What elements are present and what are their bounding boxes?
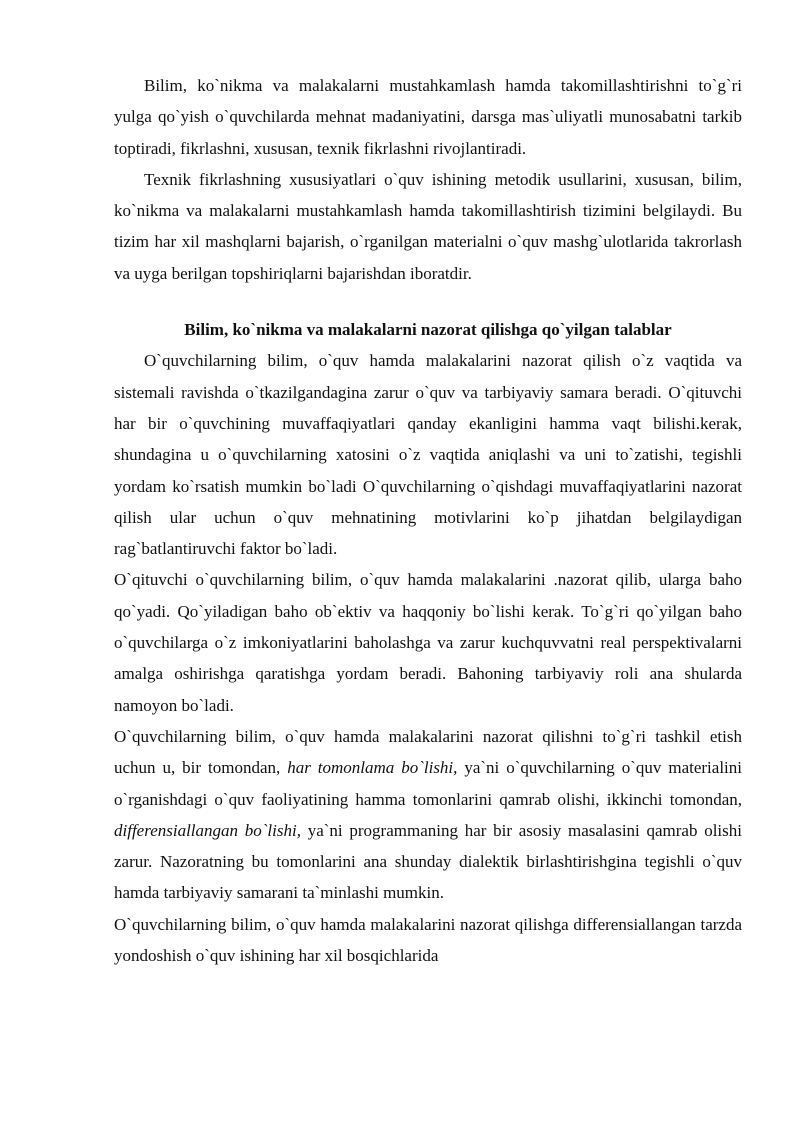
paragraph-5 bbox=[114, 721, 742, 909]
paragraph-5-emphasis-b: differensiallangan bo`lishi, bbox=[114, 820, 301, 840]
paragraph-5-part-c: ya`ni o`quvchilarning o`quv materialini o`rganishdagi o`quv faoliyatining hamma tomonlarini qamrab olishi, ikkinchi tomondan, bbox=[114, 758, 742, 809]
paragraph-3: O`quvchilarning bilim, o`quv hamda malakalarini nazorat qilish o`z vaqtida va sistemali ravishda o`tkazilgandagina zarur o`quv va tarbiyaviy samara beradi. O`qituvchi har bir o`quvchining muvaffaqiyatlari qanday ekanligini hamma vaqt bilishi.kerak, shundagina u o`quvchilarning xatosini o`z vaqtida aniqlashi va uni to`zatishi, tegishli yordam ko`rsatish mumkin bo`ladi O`quvchilarning o`qishdagi muvaffaqiyatlarini nazorat qilish ular uchun o`quv mehnatining motivlarini ko`p jihatdan belgilaydigan rag`batlantiruvchi faktor bo`ladi. bbox=[114, 351, 742, 559]
paragraph-5-part-e: ya`ni programmaning har bir asosiy masalasini qamrab olishi zarur. Nazoratning bu tomonlarini ana shunday dialektik birlashtirishgina tegishli o`quv hamda tarbiyaviy samarani ta`minlashi mumkin. bbox=[114, 820, 742, 903]
paragraph-5-emphasis-a: har tomonlama bo`lishi, bbox=[287, 758, 458, 778]
section-heading: Bilim, ko`nikma va malakalarni nazorat qilishga qo`yilgan talablar bbox=[184, 320, 672, 340]
paragraph-5-part-a: O`quvchilarning bilim, o`quv hamda malakalarini nazorat qilishni to`g`ri tashkil etish uchun u, bir tomondan, bbox=[114, 726, 742, 778]
paragraph-6: O`quvchilarning bilim, o`quv hamda malakalarini nazorat qilishga differensiallangan tarzda yondoshish o`quv ishining har xil bosqichlarida bbox=[114, 914, 742, 966]
paragraph-4: O`qituvchi o`quvchilarning bilim, o`quv hamda malakalarini .nazorat qilib, ularga baho qo`yadi. Qo`yiladigan baho ob`ektiv va haqqoniy bo`lishi kerak. To`g`ri qo`yilgan baho o`quvchilarga o`z imkoniyatlarini baholashga va zarur kuchquvvatni real perspektivalarni amalga oshirishga qaratishga yordam beradi. Bahoning tarbiyaviy roli ana shularda namoyon bo`ladi. bbox=[114, 570, 742, 715]
document-page bbox=[114, 70, 742, 971]
paragraph-2: Texnik fikrlashning xususiyatlari o`quv ishining metodik usullarini, xususan, bilim, ko`nikma va malakalarni mustahkamlash hamda takomillashtirish tizimini belgilaydi. Bu tizim har xil mashqlarni bajarish, o`rganilgan materialni o`quv mashg`ulotlarida takrorlash va uyga berilgan topshiriqlarni bajarishdan iboratdir. bbox=[114, 169, 742, 283]
paragraph-1: Bilim, ko`nikma va malakalarni mustahkamlash hamda takomillashtirishni to`g`ri yulga qo`yish o`quvchilarda mehnat madaniyatini, darsga mas`uliyatli munosabatni tarkib toptiradi, fikrlashni, xususan, texnik fikrlashni rivojlantiradi. bbox=[114, 76, 742, 158]
